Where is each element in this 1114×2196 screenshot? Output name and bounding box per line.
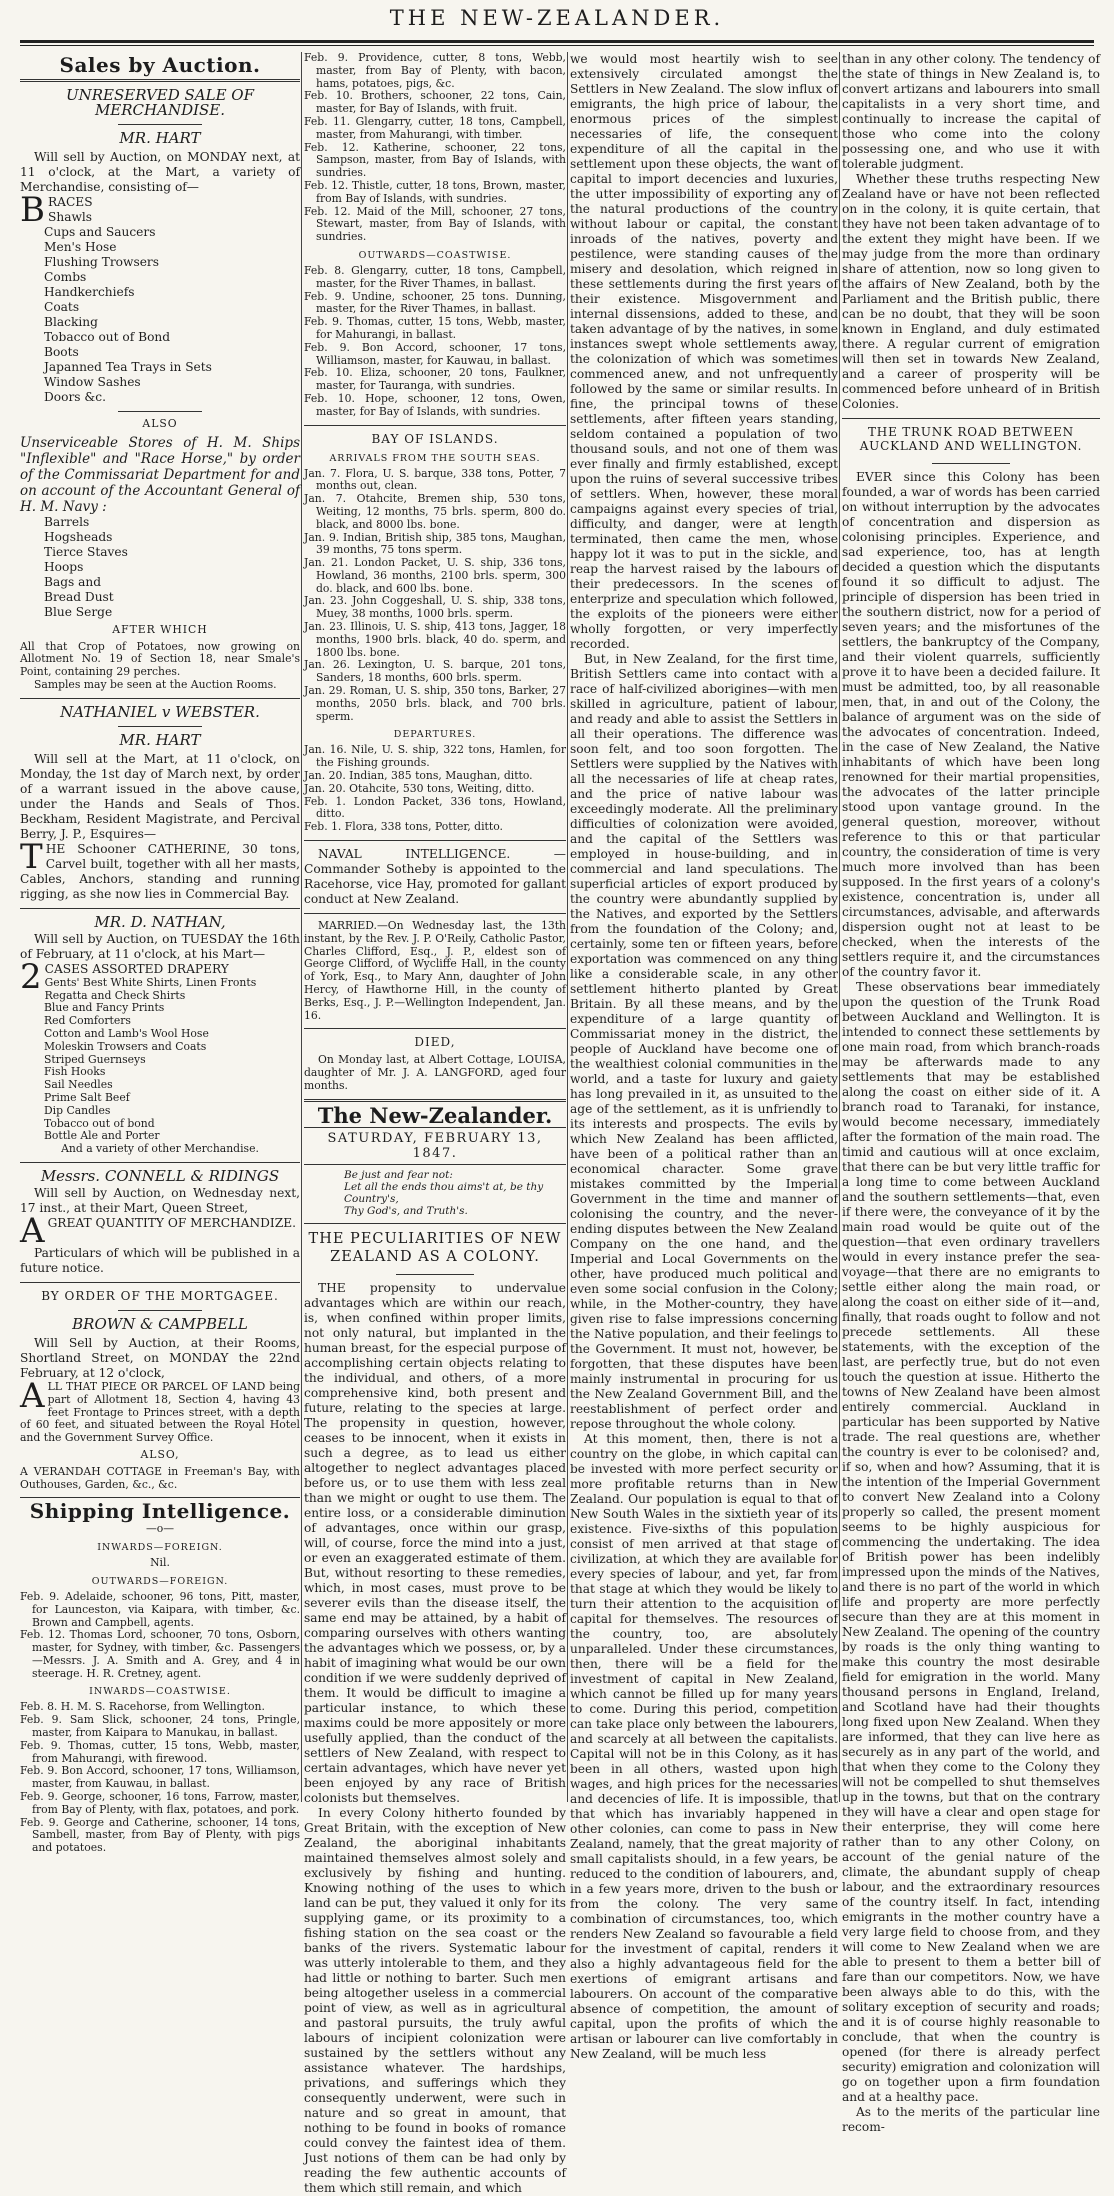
ad-item: Japanned Tea Trays in Sets bbox=[44, 360, 212, 374]
shipping-entry: Feb. 9. Sam Slick, schooner, 24 tons, Pringle, master, from Kaipara to Manukau, in ballast. bbox=[20, 1713, 300, 1740]
shipping-entry: Feb. 9. Thomas, cutter, 15 tons, Webb, master, from Mahurangi, with firewood. bbox=[20, 1738, 300, 1765]
masthead-rule bbox=[20, 40, 1094, 43]
also-label: ALSO bbox=[142, 417, 178, 430]
shipping-subhead: INWARDS—FOREIGN. bbox=[97, 1542, 223, 1554]
article-paragraph: These observations bear immediately upon the question of the Trunk Road between Auckland and Wellington. It is intended to connect these settlements by one main road, from which branch-roads may be afterwards made to any settlements that may be established along the coast on either side of it. A branch road to Taranaki, for instance, would become necessary, immediately after the formation of the main road. The timid and cautious will at once exclaim, that there can be but very little traffic for a long time to come between Auckland and the southern settlements—that, even if there were, the conveyance of it by the main road would be quite out of the question—that even ordinary travellers would in every instance prefer the sea-voyage—that there are no emigrants to settle either along the main road, or along the coast on either side of it—and, finally, that roads ought to follow and not precede settlements. All these statements, with the exception of the last, are perfectly true, but do not even touch the question at issue. Hitherto the towns of New Zealand have been almost entirely commercial. Auckland in particular has been supported by Native trade. The real questions are, whether the country is ever to be colonised? and, if so, when and how? Assuming, that it is the intention of the Imperial Government to convert New Zealand into a Colony properly so called, the present moment seems to be highly auspicious for commencing the undertaking. The idea of British power has been indelibly impressed upon the minds of the Natives, and there is no part of the world in which life and property are more perfectly secure than they are at this moment in New Zealand. The opening of the country by roads is the only thing wanting to make this country the most desirable field for emigration in the world. Many thousand persons in England, Ireland, and Scotland have had their thoughts long fixed upon New Zealand. When they are informed, that they can live here as securely as in any part of the world, and that when they come to the Colony they will not be compelled to shut themselves up in the towns, but that on the contrary they will have a clear and open stage for their enterprise, they will come here rather than to any other Colony, on account of the genial nature of the climate, the abundant supply of cheap labour, and the extraordinary resources of the country itself. In fact, intending emigrants in the mother country have a very large field to choose from, and they will come to New Zealand when we are able to present to them a better bill of fare than our competitors. Now, we have been always able to do this, with the solitary exception of security and roads; and it is of course highly reasonable to conclude, that when the country is opened (for there is already perfect security) emigration and colonization will go on together upon a firm foundation and at a healthy pace. bbox=[842, 980, 1100, 2104]
drop-cap: 2 bbox=[20, 956, 42, 997]
separator: —o— bbox=[145, 1522, 175, 1536]
ad-item: Tobacco out of Bond bbox=[44, 330, 171, 344]
rule bbox=[842, 418, 1100, 419]
ad-item: Tierce Staves bbox=[44, 544, 128, 559]
shipping-entry: Feb. 1. London Packet, 336 tons, Howland, ditto. bbox=[304, 794, 566, 821]
shipping-subhead: INWARDS—COASTWISE. bbox=[89, 1686, 231, 1698]
article-paragraph: Whether these truths respecting New Zealand have or have not been reflected on in the colony, it is quite certain, that they have not been taken advantage of to the extent they might have been. If we may judge from the more than ordinary share of attention, now so long given to the affairs of New Zealand, both by the Parliament and the British public, there can be no doubt, that they will be soon known in England, and duly estimated there. A regular current of emigration will then set in towards New Zealand, and a career of prosperity will be commenced before unheard of in British Colonies. bbox=[842, 172, 1100, 411]
auctioneer-name: MR. HART bbox=[119, 730, 201, 749]
shipping-entry: Jan. 23. John Coggeshall, U. S. ship, 338 tons, Muey, 38 months, 1000 brls. sperm. bbox=[304, 594, 566, 621]
ad-item: Hogsheads bbox=[44, 529, 113, 544]
column-divider bbox=[839, 52, 840, 1802]
rule bbox=[396, 1274, 475, 1275]
section-title-shipping: Shipping Intelligence. bbox=[29, 1499, 291, 1524]
ad-text: Will sell at the Mart, at 11 o'clock, on Monday, the 1st day of March next, by order of a warrant issued in the above cause, under the Hands and Seals of Thos. Beckham, Resident Magistrate, and Percival Berry, J. P., Esquires— bbox=[20, 751, 300, 841]
shipping-subhead: DEPARTURES. bbox=[393, 729, 477, 741]
drop-cap: A bbox=[20, 1375, 45, 1416]
ad-item: Blue and Fancy Prints bbox=[44, 1001, 165, 1015]
shipping-entry: Feb. 9. George and Catherine, schooner, 14 tons, Sambell, master, from Bay of Plenty, with pigs and potatoes. bbox=[20, 1815, 300, 1855]
ad-item: Doors &c. bbox=[44, 390, 106, 404]
rule bbox=[304, 1028, 566, 1029]
shipping-subhead: ARRIVALS FROM THE SOUTH SEAS. bbox=[329, 452, 541, 464]
shipping-entry: Feb. 8. Glengarry, cutter, 18 tons, Campbell, master, for the River Thames, in ballast. bbox=[304, 263, 566, 290]
shipping-entry: Feb. 9. Undine, schooner, 25 tons. Dunning, master, for the River Thames, in ballast. bbox=[304, 289, 566, 316]
ad-item: Boots bbox=[44, 345, 79, 359]
drapery-list bbox=[20, 977, 300, 1143]
shipping-entry: Feb. 9. Bon Accord, schooner, 17 tons, Williamson, master, from Kauwau, in ballast. bbox=[20, 1764, 300, 1791]
ad-item: Flushing Trowsers bbox=[44, 255, 160, 269]
ad-item: Prime Salt Beef bbox=[44, 1090, 130, 1104]
drop-cap: B bbox=[20, 190, 45, 230]
rule bbox=[304, 913, 566, 914]
column-2 bbox=[304, 51, 566, 2195]
ad-item: Men's Hose bbox=[44, 240, 117, 254]
shipping-entry: Feb. 9. Providence, cutter, 8 tons, Webb, master, from Bay of Plenty, with bacon, hams, potatoes, pigs, &c. bbox=[304, 51, 566, 90]
shipping-entry: Feb. 10. Brothers, schooner, 22 tons, Cain, master, for Bay of Islands, with fruit. bbox=[304, 89, 566, 116]
shipping-entry: Jan. 21. London Packet, U. S. ship, 336 tons, Howland, 36 months, 2100 brls. sperm, 300 do. black, and 600 lbs. bone. bbox=[304, 556, 566, 595]
rule bbox=[304, 425, 566, 426]
ad-heading: MR. D. NATHAN, bbox=[94, 912, 226, 931]
died-notice: On Monday last, at Albert Cottage, LOUISA, daughter of Mr. J. A. LANGFORD, aged four months. bbox=[304, 1053, 566, 1092]
ad-heading: NATHANIEL v WEBSTER. bbox=[60, 702, 260, 721]
shipping-subhead: OUTWARDS—FOREIGN. bbox=[91, 1575, 229, 1587]
ad-item: And a variety of other Merchandise. bbox=[61, 1142, 259, 1156]
article-paragraph: than in any other colony. The tendency of the state of things in New Zealand is, to convert artizans and labourers into small capitalists in a very short time, and continually to increase the capital of those who come into the colony possessing one, and who use it with tolerable judgment. bbox=[842, 52, 1100, 171]
ad-item: Blue Serge bbox=[44, 604, 113, 619]
shipping-entry: Jan. 7. Flora, U. S. barque, 338 tons, Potter, 7 months out, clean. bbox=[304, 466, 566, 493]
shipping-entry: Feb. 9. George, schooner, 16 tons, Farrow, master, from Bay of Plenty, with flax, potatoes, and pork. bbox=[20, 1790, 300, 1816]
shipping-entry: Jan. 7. Otahcite, Bremen ship, 530 tons, Weiting, 12 months, 75 brls. sperm, 800 do. black, and 8000 lbs. bone. bbox=[304, 492, 566, 531]
rule bbox=[20, 1282, 300, 1283]
shipping-list bbox=[304, 52, 566, 244]
rule bbox=[20, 1162, 300, 1163]
shipping-list bbox=[20, 1591, 300, 1681]
ad-item: Cups and Saucers bbox=[44, 225, 156, 239]
ad-item: Hoops bbox=[44, 559, 84, 574]
merchandise-list bbox=[20, 210, 300, 405]
land-text: LL THAT PIECE OR PARCEL OF LAND being part of Allotment 18, Section 4, having 43 feet Frontage to Princes street, with a depth of 60 feet, and situated between the Royal Hotel and the Government Survey Office. bbox=[20, 1379, 300, 1445]
bay-of-islands-title: BAY OF ISLANDS. bbox=[371, 431, 499, 446]
shipping-entry: Feb. 10. Eliza, schooner, 20 tons, Faulkner, master, for Tauranga, with sundries. bbox=[304, 366, 566, 393]
ad-text: Will sell by Auction, on MONDAY next, at 11 o'clock, at the Mart, a variety of Merchandise, consisting of— bbox=[20, 150, 300, 194]
section-title-auctions: Sales by Auction. bbox=[59, 53, 261, 77]
ad-item: Red Comforters bbox=[44, 1014, 131, 1028]
article-paragraph: But, in New Zealand, for the first time, British Settlers came into contact with a race of half-civilized aborigines—with men skilled in agriculture, patient of labour, and ready and able to assist the Settlers in all their operations. The difference was soon felt, and too soon forgotten. The Settlers were supplied by the Natives with all the necessaries of life at cheap rates, and the price of native labour was exceedingly moderate. All the preliminary difficulties of colonization were avoided, and the capital of the Settlers was employed in house-building, and in commercial and land speculations. The superficial articles of export produced by the country were abundantly supplied by the Natives, and exported by the Settlers from the foundation of the Colony; and, certainly, some ten or fifteen years, before exportation was commenced on any thing like a considerable scale, in any other settlement hitherto planted by Great Britain. By all these means, and by the expenditure of a large quantity of Commissariat money in the district, the people of Auckland have become one of the wealthiest colonial communities in the world, and a taste for luxury and gaiety has long prevailed in it, as unsuited to the age of the settlement, as it is unfriendly to its interests and prospects. The evils by which New Zealand has been afflicted, have been of a political rather than an economical character. Some grave mistakes committed by the Imperial Government in the time and manner of colonising the country, and the never-ending disputes between the New Zealand Company on the one hand, and the Imperial and Local Governments on the other, have produced much political and even some social confusion in the Colony; while, in the Mother-country, they have given rise to false impressions concerning the Native population, and their feelings to the Government. It must not, however, be forgotten, that these disputes have been mainly instrumental in procuring for us the New Zealand Government Bill, and the reestablishment of perfect order and repose throughout the whole colony. bbox=[570, 652, 838, 1431]
masthead: THE NEW-ZEALANDER. bbox=[389, 6, 725, 30]
shipping-entry: Jan. 9. Indian, British ship, 385 tons, Maughan, 39 months, 75 tons sperm. bbox=[304, 530, 566, 557]
rule bbox=[118, 411, 202, 412]
article-paragraph: At this moment, then, there is not a country on the globe, in which capital can be invested with more perfect security or more profitable returns than in New Zealand. Our population is equal to that of New South Wales in the sixtieth year of its existence. Five-sixths of this population consist of men arrived at that stage of civilization, at which they are available for every species of labour, and yet, far from that stage at which they would be likely to turn their attention to the acquisition of capital for themselves. The resources of the country, too, are absolutely unparalleled. Under these circumstances, then, there will be a field for the investment of capital in New Zealand, which cannot be filled up for many years to come. During this period, competition can take place only between the labourers, and scarcely at all between the capitalists. Capital will not be in this Colony, as it has been in all others, wasted upon high wages, and high prices for the necessaries and decencies of life. It is impossible, that that which has invariably happened in other colonies, can come to pass in New Zealand, namely, that the great majority of small capitalists should, in a few years, be reduced to the condition of labourers, and, in a few years more, driven to the bush or from the colony. The very same combination of circumstances, too, which renders New Zealand so favourable a field for the investment of capital, renders it also a highly advantageous field for the exertions of emigrant artisans and labourers. On account of the comparative absence of competition, the amount of capital, upon the profits of which the artisan or labourer can live comfortably in New Zealand, will be much less bbox=[570, 1432, 838, 2061]
ad-item: Sail Needles bbox=[44, 1078, 113, 1092]
ad-heading: BY ORDER OF THE MORTGAGEE. bbox=[41, 1288, 279, 1303]
shipping-entry: Feb. 9. Thomas, cutter, 15 tons, Webb, master, for Mahurangi, in ballast. bbox=[304, 315, 566, 341]
rule bbox=[118, 726, 202, 727]
rule bbox=[304, 840, 566, 841]
ad-item: Blacking bbox=[44, 315, 98, 329]
ad-text: Will sell by Auction, on TUESDAY the 16th of February, at 11 o'clock, at his Mart— bbox=[20, 931, 300, 961]
ad-text: Will sell by Auction, on Wednesday next, 17 inst., at their Mart, Queen Street, bbox=[20, 1185, 300, 1215]
ad-text: Will Sell by Auction, at their Rooms, Shortland Street, on MONDAY the 22nd February, at 12 o'clock, bbox=[20, 1335, 300, 1380]
samples-text: Samples may be seen at the Auction Rooms. bbox=[34, 677, 277, 691]
article-paragraph: THE propensity to undervalue advantages which are within our reach, is, when confined within proper limits, not only natural, but implanted in the human breast, for the especial purpose of accomplishing certain objects relating to the individual, and others, of a more comprehensive kind, both present and future, relating to the species at large. The propensity in question, however, ceases to be innocent, when it exists in such a degree, as to lead us either altogether to neglect advantages placed before us, or to use them with less zeal than we might or ought to use them. The entire loss, or a considerable diminution of advantages, once within our grasp, will, of course, force the mind into a just, or even an exaggerated estimate of them. But, without resorting to these remedies, which, in most cases, must prove to be severer evils than the disease itself, the same end may be attained, by a habit of comparing ourselves with others wanting the advantages which we possess, or, by a habit of imagining what would be our own condition if we were suddenly deprived of them. It would be difficult to imagine a particular instance, to which these maxims could be more appositely or more usefully applied, than the conduct of the settlers of New Zealand, with respect to certain advantages, which have never yet been enjoyed by any race of British colonists but themselves. bbox=[304, 1280, 566, 1805]
column-1 bbox=[20, 52, 300, 1855]
ad-text bbox=[20, 1210, 300, 1251]
shipping-entry: Jan. 29. Roman, U. S. ship, 350 tons, Barker, 27 months, 2050 brls. black, and 700 brls. sperm. bbox=[304, 684, 566, 723]
ad-item: Coats bbox=[44, 300, 80, 314]
shipping-list bbox=[304, 468, 566, 724]
shipping-entry: Feb. 1. Flora, 338 tons, Potter, ditto. bbox=[304, 820, 503, 834]
column-4 bbox=[842, 52, 1100, 2134]
schooner-text: HE Schooner CATHERINE, 30 tons, Carvel built, together with all her masts, Cables, Anchors, standing and running rigging, as she now lies in Commercial Bay. bbox=[20, 841, 300, 901]
column-divider bbox=[301, 52, 302, 1802]
ad-item: Barrels bbox=[44, 514, 90, 529]
shipping-list bbox=[304, 265, 566, 419]
shipping-subhead: OUTWARDS—COASTWISE. bbox=[358, 249, 512, 261]
shipping-entry: Feb. 9. Adelaide, schooner, 96 tons, Pitt, master, for Launceston, via Kaipara, with timber, &c. Brown and Campbell, agents. bbox=[20, 1589, 300, 1629]
rule bbox=[118, 124, 202, 125]
ad-text bbox=[20, 836, 300, 902]
shipping-entry: Jan. 20. Otahcite, 530 tons, Weiting, ditto. bbox=[304, 781, 535, 795]
shipping-entry: Feb. 11. Glengarry, cutter, 18 tons, Campbell, master, from Mahurangi, with timber. bbox=[304, 114, 566, 141]
ad-item: Tobacco out of bond bbox=[44, 1116, 155, 1130]
rule bbox=[20, 908, 300, 909]
rule bbox=[20, 698, 300, 699]
ad-item: Striped Guernseys bbox=[44, 1052, 146, 1066]
ad-item: Moleskin Trowsers and Coats bbox=[44, 1039, 207, 1053]
ad-item: Handkerchiefs bbox=[44, 285, 135, 299]
naval-intelligence: NAVAL INTELLIGENCE. — Commander Sotheby is appointed to the Racehorse, vice Hay, promoted for gallant conduct at New Zealand. bbox=[304, 847, 566, 907]
ad-text: Particulars of which will be published in a future notice. bbox=[20, 1245, 300, 1275]
shipping-list bbox=[20, 1701, 300, 1855]
article-paragraph: EVER since this Colony has been founded, a war of words has been carried on without interruption by the advocates of concentration and dispersion as colonising principles. Experience, and sad experience, too, has at length decided a question which the disputants found it so difficult to adjust. The principle of dispersion has been tried in the southern district, now for a period of seven years; and the misfortunes of the settlers, the bankruptcy of the Company, and their violent quarrels, sufficiently prove it to have been a decided failure. It must be admitted, too, by all reasonable men, that, in and out of the Colony, the balance of argument was on the side of the advocates of concentration. Indeed, in the case of New Zealand, the Native inhabitants of which have been long renowned for their martial propensities, the advocates of the latter principle stood upon vantage ground. In the general question, moreover, without reference to this or that particular country, the consideration of time is very much more involved than has been supposed. In the first years of a colony's existence, concentration is, under all circumstances, advisable, and afterwards dispersion ought not at least to be checked, when the interests of the settlers require it, and the circumstances of the country favor it. bbox=[842, 470, 1100, 979]
article-title: THE PECULIARITIES OF NEW ZEALAND AS A COLONY. bbox=[308, 1230, 562, 1265]
shipping-entry: Feb. 9. Bon Accord, schooner, 17 tons, Williamson, master, for Kauwau, in ballast. bbox=[304, 340, 566, 367]
also-label: ALSO, bbox=[140, 1447, 180, 1461]
ad-item: Cotton and Lamb's Wool Hose bbox=[44, 1026, 209, 1040]
auctioneer-name: BROWN & CAMPBELL bbox=[72, 1314, 248, 1333]
shipping-entry: Feb. 12. Katherine, schooner, 22 tons, Sampson, master, from Bay of Islands, with sundries. bbox=[304, 140, 566, 180]
ad-item: Dip Candles bbox=[44, 1103, 111, 1117]
ad-item: RACES bbox=[48, 195, 93, 209]
ad-item: Bottle Ale and Porter bbox=[44, 1129, 160, 1143]
ad-item: Fish Hooks bbox=[44, 1065, 106, 1079]
ad-item: CASES ASSORTED DRAPERY bbox=[44, 961, 229, 976]
shipping-entry: Feb. 12. Thistle, cutter, 18 tons, Brown, master, from Bay of Islands, with sundries. bbox=[304, 178, 566, 205]
died-title: DIED, bbox=[414, 1035, 456, 1050]
stores-text: Unserviceable Stores of H. M. Ships "Inflexible" and "Race Horse," by order of the Commissariat Department for and on account of the Accountant General of H. M. Navy : bbox=[20, 434, 300, 515]
ad-item: Bags and bbox=[44, 574, 102, 589]
ad-heading: UNRESERVED SALE OF MERCHANDISE. bbox=[65, 86, 255, 119]
shipping-entry: Feb. 8. H. M. S. Racehorse, from Wellington. bbox=[20, 1700, 265, 1714]
article-paragraph: In every Colony hitherto founded by Great Britain, with the exception of New Zealand, the aboriginal inhabitants maintained themselves almost solely and exclusively by fishing and hunting. Knowing nothing of the uses to which land can be put, they valued it only for its supplying game, or its proximity to a fishing station on the sea coast or the banks of the rivers. Systematic labour was utterly intolerable to them, and they had little or nothing to barter. Such men being altogether useless in a commercial point of view, as well as in agricultural and pastoral pursuits, the truly awful labours of incipient colonization were sustained by the settlers without any assistance whatever. The hardships, privations, and sufferings which they consequently underwent, were such in nature and so great in amount, that nothing to be found in books of romance could convey the faintest idea of them. Just notions of them can be had only by reading the few authentic accounts of them which still remain, and which bbox=[304, 1805, 566, 2195]
rule bbox=[304, 1223, 566, 1224]
nil-text: Nil. bbox=[150, 1556, 170, 1570]
paper-title: The New-Zealander. bbox=[317, 1102, 553, 1128]
shipping-list bbox=[304, 744, 566, 834]
shipping-entry: Feb. 12. Maid of the Mill, schooner, 27 tons, Stewart, master, from Bay of Islands, with sundries. bbox=[304, 204, 566, 244]
shipping-entry: Jan. 26. Lexington, U. S. barque, 201 tons, Sanders, 18 months, 600 brls. sperm. bbox=[304, 658, 566, 685]
shipping-entry: Feb. 10. Hope, schooner, 12 tons, Owen, master, for Bay of Islands, with sundries. bbox=[304, 391, 566, 418]
shipping-entry: Feb. 12. Thomas Lord, schooner, 70 tons, Osborn, master, for Sydney, with timber, &c. Passengers—Messrs. J. A. Smith and A. Grey, and 4 in steerage. H. R. Cretney, agent. bbox=[20, 1628, 300, 1680]
article-paragraph: As to the merits of the particular line recom- bbox=[842, 2105, 1100, 2134]
motto: Be just and fear not: Let all the ends thou aims't at, be thy Country's, Thy God's, and Truth's. bbox=[344, 1168, 544, 1217]
after-which-label: AFTER WHICH bbox=[112, 622, 208, 636]
ad-item: Bread Dust bbox=[44, 589, 114, 604]
article-title: THE TRUNK ROAD BETWEEN AUCKLAND AND WELLINGTON. bbox=[859, 425, 1083, 453]
rule bbox=[304, 1099, 566, 1102]
shipping-entry: Jan. 23. Illinois, U. S. ship, 413 tons, Jagger, 18 months, 1900 brls. black, 40 do. sperm, and 1800 lbs. bone. bbox=[304, 620, 566, 659]
masthead-rule-thin bbox=[20, 45, 1094, 46]
rule bbox=[20, 1497, 300, 1498]
ad-item: Regatta and Check Shirts bbox=[44, 988, 186, 1002]
ad-item: Combs bbox=[44, 270, 87, 284]
dateline: SATURDAY, FEBRUARY 13, 1847. bbox=[304, 1127, 566, 1165]
auctioneer-name: MR. HART bbox=[119, 129, 201, 147]
shipping-entry: Jan. 16. Nile, U. S. ship, 322 tons, Hamlen, for the Fishing grounds. bbox=[304, 743, 566, 770]
column-divider bbox=[567, 52, 568, 1802]
shipping-entry: Jan. 20. Indian, 385 tons, Maughan, ditto. bbox=[304, 769, 533, 783]
ad-first-line: GREAT QUANTITY OF MERCHANDIZE. bbox=[47, 1215, 296, 1230]
married-notice: MARRIED.—On Wednesday last, the 13th instant, by the Rev. J. P. O'Reily, Catholic Pastor, Charles Clifford, Esq., J. P., eldest son of George Clifford, of Wycliffe Hall, in the county of York, Esq., to Mary Ann, daughter of John Hercy, of Hawthorne Hill, in the county of Berks, Esq., J. P.—Wellington Independent, Jan. 16. bbox=[304, 919, 566, 1022]
after-text: All that Crop of Potatoes, now growing on Allotment No. 19 of Section 18, near Smale's Point, containing 29 perches. bbox=[20, 639, 300, 679]
drop-cap: T bbox=[20, 836, 43, 877]
rule bbox=[118, 1310, 202, 1311]
drop-cap: A bbox=[20, 1210, 45, 1251]
ad-item: Shawls bbox=[48, 210, 93, 224]
stores-list bbox=[20, 515, 300, 620]
column-3 bbox=[570, 52, 838, 2061]
ad-item: Window Sashes bbox=[44, 375, 141, 389]
ad-text bbox=[20, 1375, 300, 1445]
ad-item: Gents' Best White Shirts, Linen Fronts bbox=[44, 975, 257, 989]
ad-heading: Messrs. CONNELL & RIDINGS bbox=[40, 1166, 280, 1185]
rule bbox=[20, 79, 300, 82]
rule bbox=[932, 463, 1009, 464]
ad-text: A VERANDAH COTTAGE in Freeman's Bay, with Outhouses, Garden, &c., &c. bbox=[20, 1464, 300, 1491]
article-paragraph: we would most heartily wish to see extensively circulated amongst the Settlers in New Zealand. The slow influx of emigrants, the high price of labour, the enormous prices of the simplest necessaries of life, the consequent expenditure of all the capital in the settlement upon these objects, the want of capital to import decencies and luxuries, the utter impossibility of exporting any of the natural productions of the country without labour or capital, the constant inroads of the natives, poverty and pestilence, were standing causes of the misery and desolation, which reigned in these settlements during the first years of their existence. Misgovernment and internal dissensions, added to these, and taken advantage of by the natives, in some instances swept whole settlements away, the colonization of which was sometimes commenced anew, and not unfrequently followed by the same or similar results. In fine, the principal towns of these settlements, after fifteen years standing, seldom contained a population of two thousand souls, and not one of them was ever finally and firmly established, except upon the ruins of several successive tribes of settlers. When, however, these moral campaigns against every species of trial, difficulty, and danger, were at length terminated, then came the men, whose happy lot it was to put in the sickle, and reap the harvest raised by the labours of their predecessors. In the scenes of enterprize and speculation which followed, the exploits of the pioneers were either wholly forgotten, or very imperfectly recorded. bbox=[570, 52, 838, 651]
